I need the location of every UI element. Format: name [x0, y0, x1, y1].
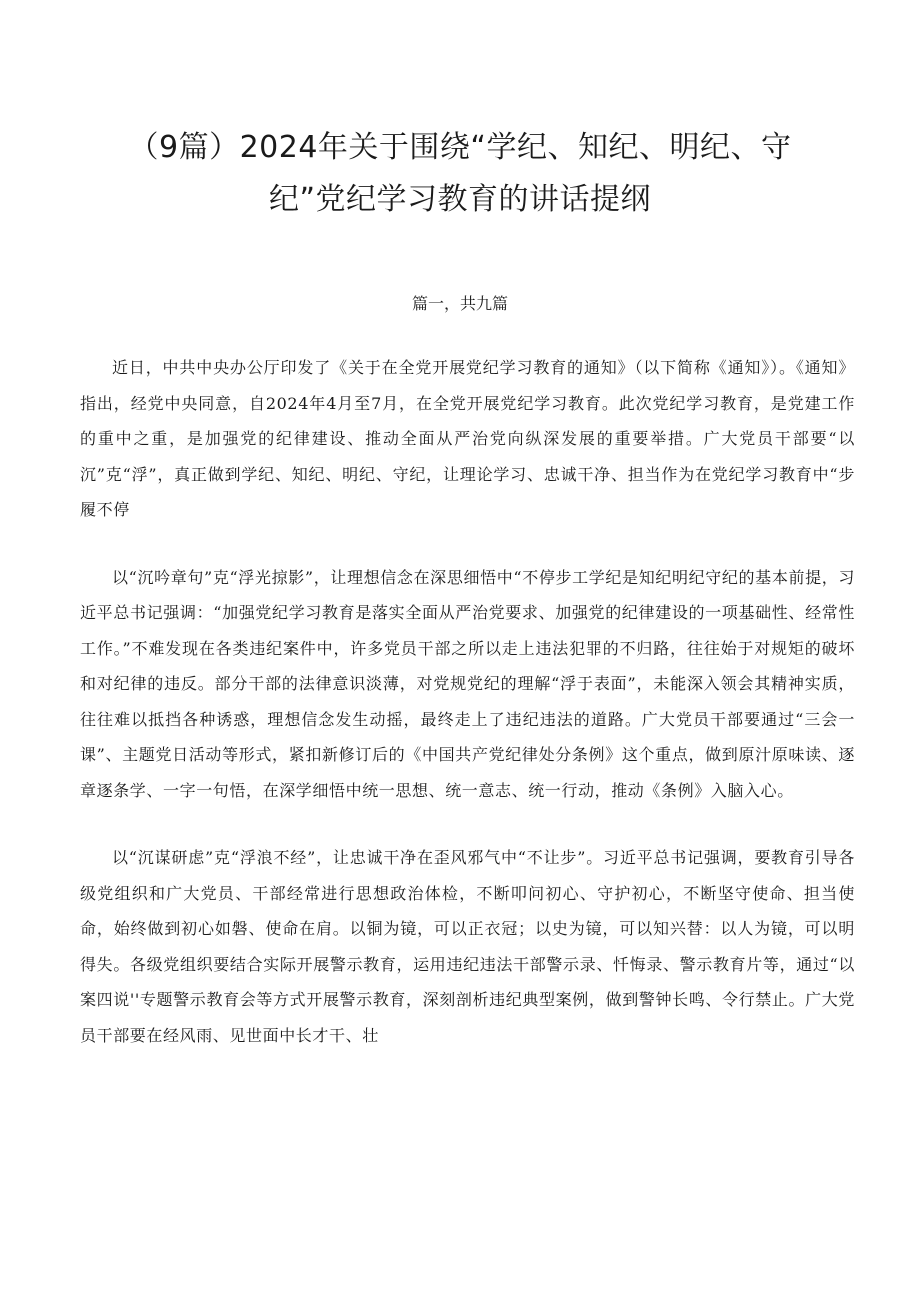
document-title	[70, 122, 850, 226]
document-body	[80, 350, 855, 1085]
paragraph-2: 以“沉吟章句”克“浮光掠影”，让理想信念在深思细悟中“不停步工学纪是知纪明纪守纪的基本前提，习近平总书记强调：“加强党纪学习教育是落实全面从严治党要求、加强党的纪律建设的一项基础性、经常性工作。”不难发现在各类违纪案件中，许多党员干部之所以走上违法犯罪的不归路，往往始于对规矩的破坏和对纪律的违反。部分干部的法律意识淡薄，对党规党纪的理解“浮于表面”，未能深入领会其精神实质，往往难以抵挡各种诱惑，理想信念发生动摇，最终走上了违纪违法的道路。广大党员干部要通过“三会一课”、主题党日活动等形式，紧扣新修订后的《中国共产党纪律处分条例》这个重点，做到原汁原味读、逐章逐条学、一字一句悟，在深学细悟中统一思想、统一意志、统一行动，推动《条例》入脑入心。	[80, 567, 855, 800]
paragraph-3: 以“沉谋研虑”克“浮浪不经”，让忠诚干净在歪风邪气中“不让步”。习近平总书记强调，要教育引导各级党组织和广大党员、干部经常进行思想政治体检，不断叩问初心、守护初心，不断坚守使命、担当使命，始终做到初心如磐、使命在肩。以铜为镜，可以正衣冠；以史为镜，可以知兴替：以人为镜，可以明得失。各级党组织要结合实际开展警示教育，运用违纪违法干部警示录、忏悔录、警示教育片等，通过“以案四说''专题警示教育会等方式开展警示教育，深刻剖析违纪典型案例，做到警钟长鸣、令行禁止。广大党员干部要在经风雨、见世面中长才干、壮	[80, 848, 855, 1045]
document-title-line-1: （9篇）2024年关于围绕“学纪、知纪、明纪、守	[128, 130, 792, 165]
document-title-line-2: 纪”党纪学习教育的讲话提纲	[268, 182, 652, 217]
section-heading: 篇一，共九篇	[411, 294, 508, 313]
paragraph-1: 近日，中共中央办公厅印发了《关于在全党开展党纪学习教育的通知》（以下简称《通知》）。《通知》指出，经党中央同意，自2024年4月至7月，在全党开展党纪学习教育。此次党纪学习教育，是党建工作的重中之重，是加强党的纪律建设、推动全面从严治党向纵深发展的重要举措。广大党员干部要“以沉”克“浮”，真正做到学纪、知纪、明纪、守纪，让理论学习、忠诚干净、担当作为在党纪学习教育中“步履不停	[80, 358, 855, 519]
